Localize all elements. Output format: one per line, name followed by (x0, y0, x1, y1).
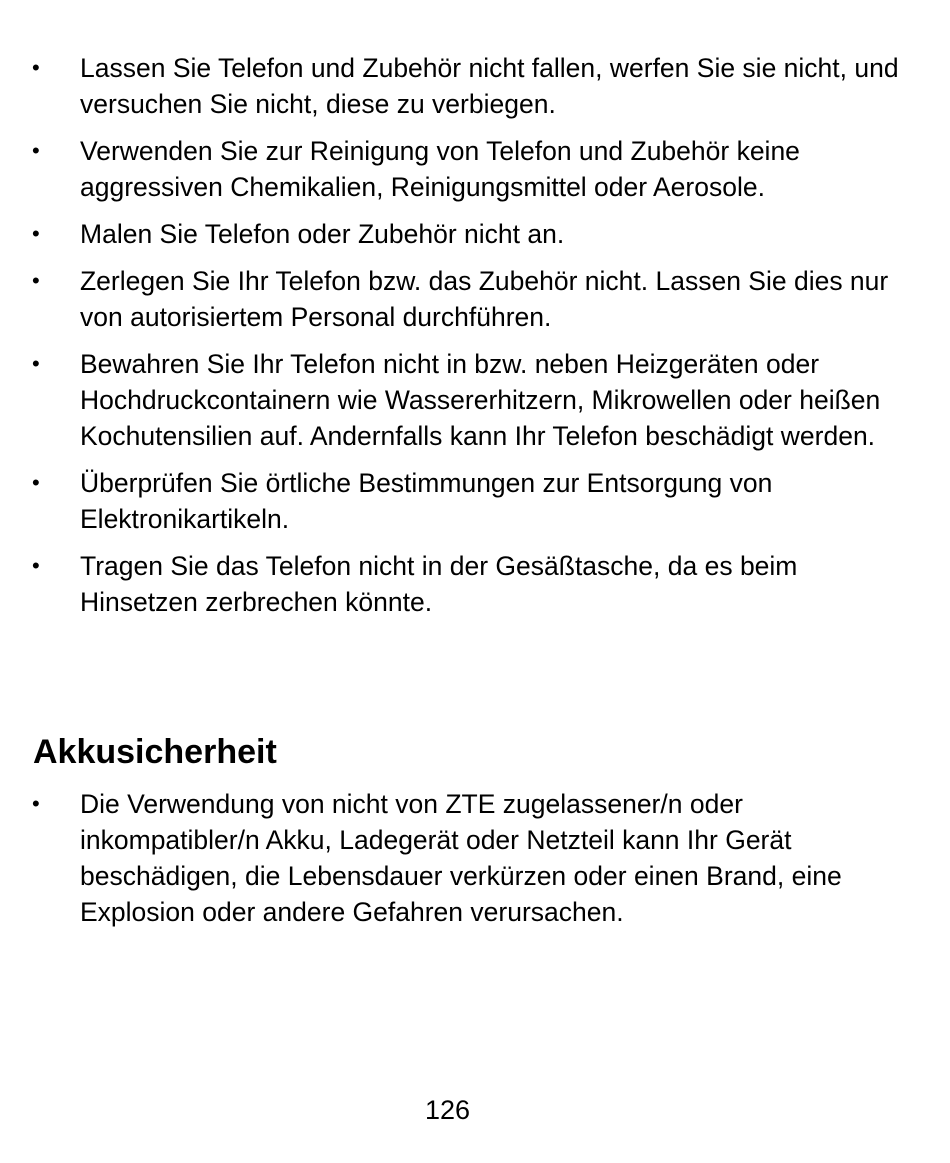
list-item-text: Die Verwendung von nicht von ZTE zugelassener/n oder inkompatibler/n Akku, Ladegerät oder Netzteil kann Ihr Gerät beschädigen, die Lebensdauer verkürzen oder einen Brand, eine Explosion oder andere Gefahren verursachen. (80, 789, 842, 927)
list-item-text: Verwenden Sie zur Reinigung von Telefon und Zubehör keine aggressiven Chemikalien, Reinigungsmittel oder Aerosole. (80, 136, 800, 202)
list-item (32, 465, 912, 537)
list-item (32, 548, 912, 620)
list-item-text: Zerlegen Sie Ihr Telefon bzw. das Zubehör nicht. Lassen Sie dies nur von autorisiertem Personal durchführen. (80, 266, 889, 332)
bullet-icon: • (32, 351, 40, 376)
care-instructions-list (32, 50, 912, 631)
list-item-text: Überprüfen Sie örtliche Bestimmungen zur Entsorgung von Elektronikartikeln. (80, 468, 773, 534)
list-item (32, 50, 912, 122)
list-item-text: Tragen Sie das Telefon nicht in der Gesäßtasche, da es beim Hinsetzen zerbrechen könnte. (80, 551, 798, 617)
list-item (32, 263, 912, 335)
list-item-text: Malen Sie Telefon oder Zubehör nicht an. (80, 219, 565, 249)
section-heading: Akkusicherheit (33, 733, 277, 771)
bullet-icon: • (32, 138, 40, 163)
list-item (32, 346, 912, 454)
list-item (32, 216, 912, 252)
list-item (32, 133, 912, 205)
bullet-icon: • (32, 791, 40, 816)
bullet-icon: • (32, 553, 40, 578)
battery-safety-list (32, 786, 912, 941)
list-item (32, 786, 912, 930)
bullet-icon: • (32, 470, 40, 495)
page-number: 126 (424, 1095, 471, 1125)
bullet-icon: • (32, 55, 40, 80)
list-item-text: Bewahren Sie Ihr Telefon nicht in bzw. neben Heizgeräten oder Hochdruckcontainern wie Wassererhitzern, Mikrowellen oder heißen Kochutensilien auf. Andernfalls kann Ihr Telefon beschädigt werden. (80, 349, 881, 451)
list-item-text: Lassen Sie Telefon und Zubehör nicht fallen, werfen Sie sie nicht, und versuchen Sie nicht, diese zu verbiegen. (80, 53, 899, 119)
bullet-icon: • (32, 221, 40, 246)
bullet-icon: • (32, 268, 40, 293)
